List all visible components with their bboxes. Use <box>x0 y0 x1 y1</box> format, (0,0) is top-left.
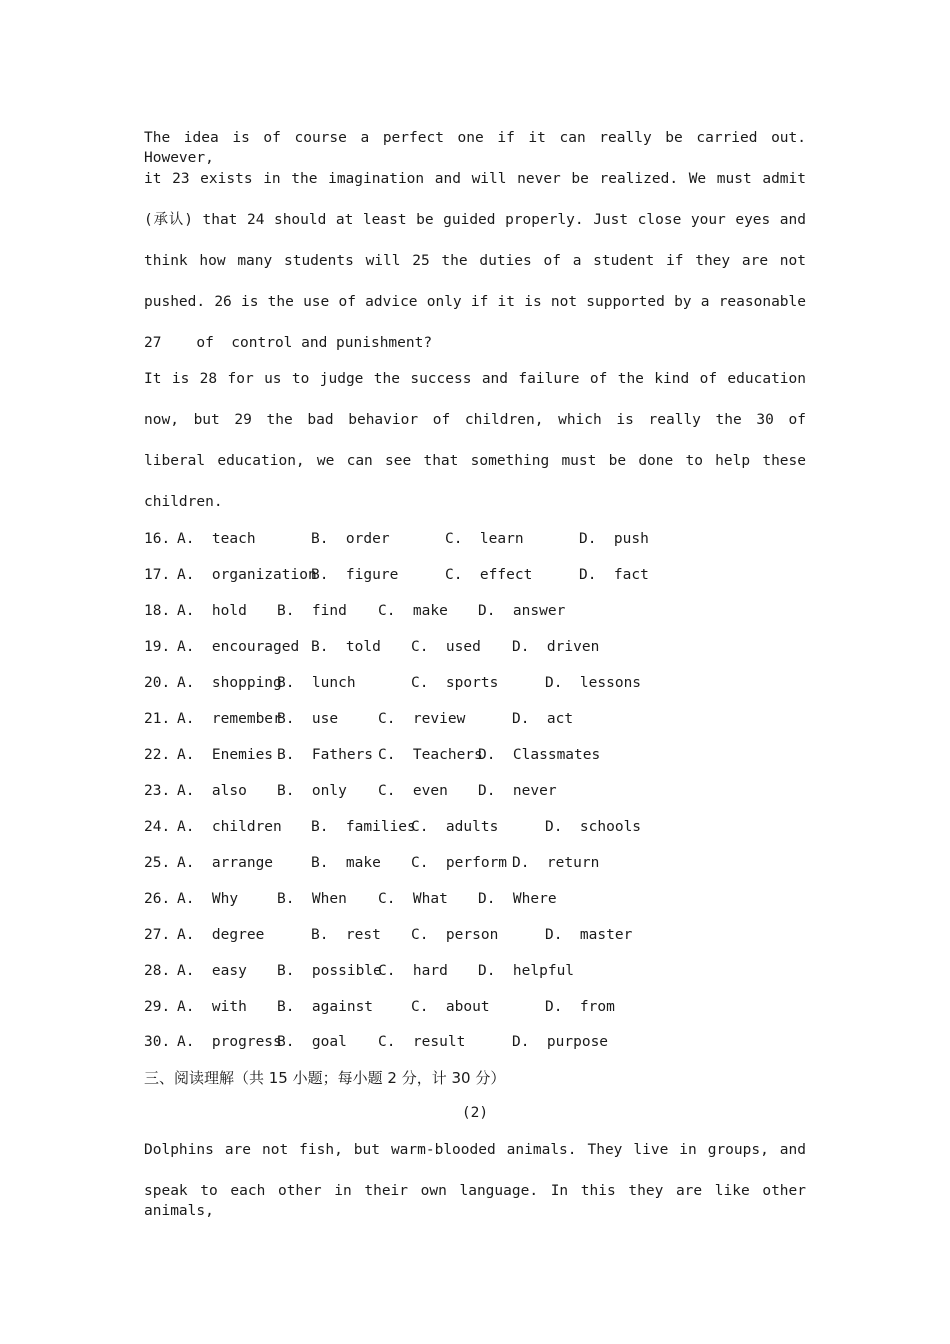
section-heading: 三、阅读理解（共 15 小题；每小题 2 分，计 30 分） <box>144 1069 506 1087</box>
option-b: B. find <box>277 603 347 619</box>
question-number: 20. <box>144 675 171 691</box>
option-d: D. from <box>545 999 615 1015</box>
question-number: 22. <box>144 747 171 763</box>
passage1-line-2: it 23 exists in the imagination and will never be realized. We must admit <box>144 171 806 187</box>
option-a: A. organization <box>177 567 317 583</box>
passage1-line-7: It is 28 for us to judge the success and failure of the kind of education <box>144 371 806 387</box>
option-b: B. possible <box>277 963 382 979</box>
option-c: C. effect <box>445 567 533 583</box>
option-d: D. schools <box>545 819 642 835</box>
option-d: D. fact <box>579 567 649 583</box>
passage-number: (2) <box>461 1105 489 1121</box>
option-c: C. person <box>411 927 499 943</box>
option-d: D. helpful <box>478 963 575 979</box>
option-c: C. even <box>378 783 448 799</box>
option-a: A. encouraged <box>177 639 300 655</box>
question-number: 18. <box>144 603 171 619</box>
option-c: C. review <box>378 711 466 727</box>
passage1-line-1: The idea is of course a perfect one if it can really be carried out. However, <box>144 130 806 166</box>
option-b: B. rest <box>311 927 381 943</box>
option-b: B. order <box>311 531 390 547</box>
option-d: D. purpose <box>512 1034 609 1050</box>
option-b: B. against <box>277 999 374 1015</box>
option-d: D. Where <box>478 891 557 907</box>
passage1-line-3: (承认) that 24 should at least be guided properly. Just close your eyes and <box>144 212 806 228</box>
option-d: D. lessons <box>545 675 642 691</box>
option-c: C. about <box>411 999 490 1015</box>
option-b: B. make <box>311 855 381 871</box>
option-c: C. used <box>411 639 481 655</box>
passage2-line-1: Dolphins are not fish, but warm-blooded animals. They live in groups, and <box>144 1142 806 1158</box>
passage1-line-4: think how many students will 25 the duties of a student if they are not <box>144 253 806 269</box>
option-d: D. return <box>512 855 600 871</box>
option-a: A. shopping <box>177 675 282 691</box>
question-number: 23. <box>144 783 171 799</box>
option-d: D. never <box>478 783 557 799</box>
option-c: C. sports <box>411 675 499 691</box>
option-d: D. master <box>545 927 633 943</box>
question-number: 24. <box>144 819 171 835</box>
option-a: A. Why <box>177 891 239 907</box>
option-b: B. lunch <box>277 675 356 691</box>
option-d: D. Classmates <box>478 747 601 763</box>
option-a: A. easy <box>177 963 247 979</box>
passage1-line-5: pushed. 26 is the use of advice only if it is not supported by a reasonable <box>144 294 806 310</box>
option-a: A. also <box>177 783 247 799</box>
passage1-line-10: children. <box>144 494 223 510</box>
passage1-line-9: liberal education, we can see that something must be done to help these <box>144 453 806 469</box>
option-a: A. arrange <box>177 855 274 871</box>
question-number: 28. <box>144 963 171 979</box>
option-a: A. children <box>177 819 282 835</box>
question-number: 25. <box>144 855 171 871</box>
passage1-line-8: now, but 29 the bad behavior of children, which is really the 30 of <box>144 412 806 428</box>
passage2-line-2: speak to each other in their own language. In this they are like other animals, <box>144 1183 806 1219</box>
question-number: 17. <box>144 567 171 583</box>
option-a: A. Enemies <box>177 747 274 763</box>
option-c: C. learn <box>445 531 524 547</box>
option-c: C. make <box>378 603 448 619</box>
option-c: C. What <box>378 891 448 907</box>
question-number: 27. <box>144 927 171 943</box>
option-b: B. only <box>277 783 347 799</box>
option-b: B. told <box>311 639 381 655</box>
option-b: B. use <box>277 711 339 727</box>
passage1-line-6: 27 of control and punishment? <box>144 335 433 351</box>
option-b: B. goal <box>277 1034 347 1050</box>
option-c: C. perform <box>411 855 508 871</box>
question-number: 19. <box>144 639 171 655</box>
option-d: D. act <box>512 711 574 727</box>
option-b: B. figure <box>311 567 399 583</box>
option-d: D. push <box>579 531 649 547</box>
option-b: B. families <box>311 819 416 835</box>
option-a: A. with <box>177 999 247 1015</box>
question-number: 30. <box>144 1034 171 1050</box>
option-c: C. Teachers <box>378 747 483 763</box>
option-c: C. result <box>378 1034 466 1050</box>
question-number: 16. <box>144 531 171 547</box>
question-number: 21. <box>144 711 171 727</box>
option-d: D. driven <box>512 639 600 655</box>
option-b: B. When <box>277 891 347 907</box>
option-c: C. hard <box>378 963 448 979</box>
question-number: 26. <box>144 891 171 907</box>
option-a: A. hold <box>177 603 247 619</box>
option-d: D. answer <box>478 603 566 619</box>
option-a: A. remember <box>177 711 282 727</box>
option-c: C. adults <box>411 819 499 835</box>
option-a: A. teach <box>177 531 256 547</box>
question-number: 29. <box>144 999 171 1015</box>
option-b: B. Fathers <box>277 747 374 763</box>
option-a: A. progress <box>177 1034 282 1050</box>
option-a: A. degree <box>177 927 265 943</box>
